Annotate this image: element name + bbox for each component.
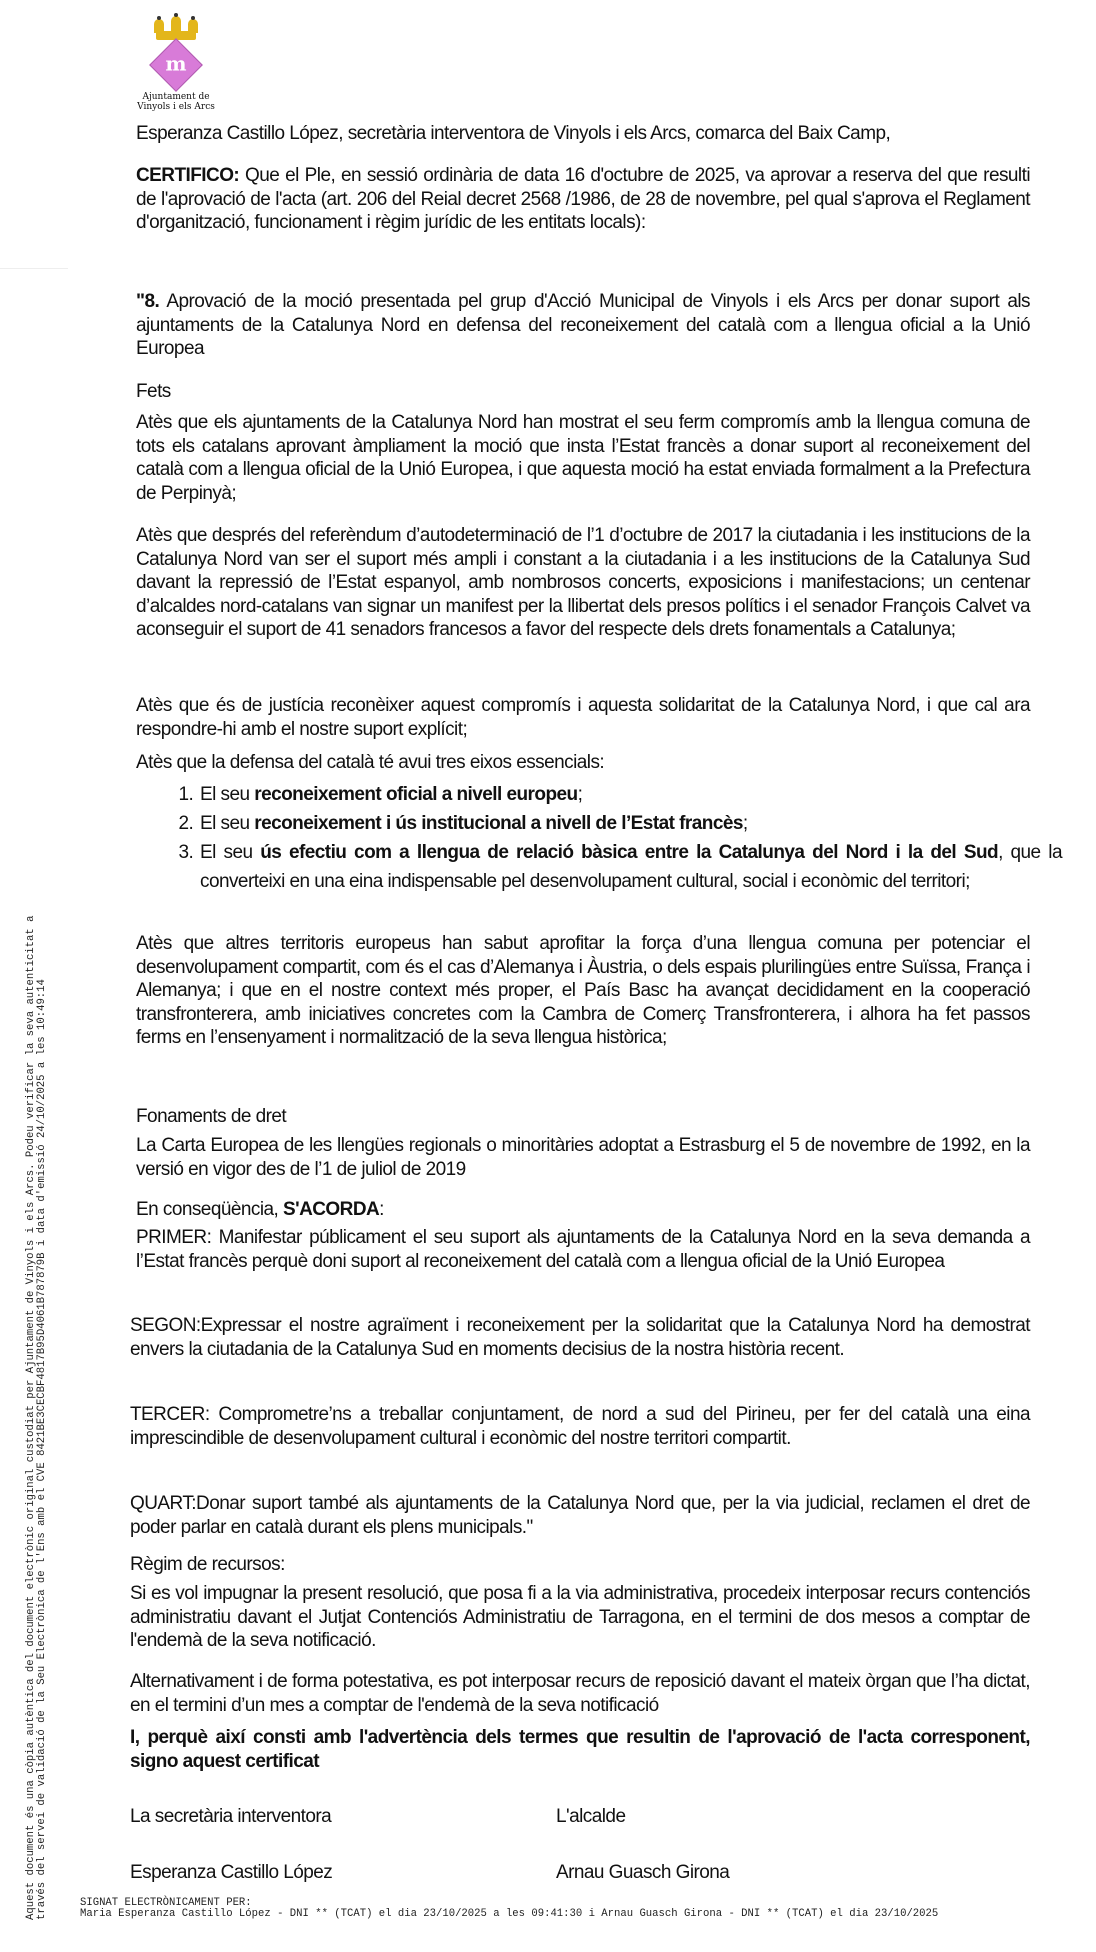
acord-tercer: TERCER: Comprometre’ns a treballar conjuntament, de nord a sud del Pirineu, per fer del català una eina imprescindible de desenvolupament cultural i econòmic del nostre territori compartit. [130, 1404, 1030, 1449]
item-number: "8. [136, 291, 160, 312]
signature-name-right: Arnau Guasch Girona [556, 1862, 730, 1883]
item-title: Aprovació de la moció presentada pel grup d'Acció Municipal de Vinyols i els Arcs per donar suport als ajuntaments de la Catalunya Nord en defensa del reconeixement del català com a llengua oficial a la Unió Europea [136, 291, 1030, 359]
recursos-heading: Règim de recursos: [130, 1554, 285, 1575]
acord-primer: PRIMER: Manifestar públicament el seu suport als ajuntaments de la Catalunya Nord en la seva demanda a l’Estat francès perquè doni suport al reconeixement del català com a llengua oficial de la Unió Europea [136, 1227, 1030, 1272]
fets-paragraph-4: Atès que la defensa del català té avui tres eixos essencials: [136, 752, 605, 773]
list-item: 2. El seu reconeixement i ús institucional a nivell de l’Estat francès; [198, 809, 1062, 838]
certifico-text: Que el Ple, en sessió ordinària de data 16 d'octubre de 2025, va aprovar a reserva del que resulti de l'aprovació de l'acta (art. 206 del Reial decret 2568 /1986, de 28 de novembre, pel qual s'aprova el Reglament d'organització, funcionament i règim jurídic de les entitats locals): [136, 165, 1030, 233]
intro-line [136, 122, 1030, 146]
certifico-paragraph [136, 164, 1030, 235]
crown-icon [152, 18, 200, 40]
acord-segon: SEGON:Expressar el nostre agraïment i reconeixement per la solidaritat que la Catalunya Nord ha demostrat envers la ciutadania de la Catalunya Sud en moments decisius de la nostra història recent. [130, 1315, 1030, 1360]
fets-paragraph-2: Atès que després del referèndum d’autodeterminació de l’1 d’octubre de 2017 la ciutadania i les institucions de la Catalunya Nord van ser el suport més ampli i constant a la ciutadania i a les institucions de la Catalunya Sud davant la repressió de l’Estat espanyol, amb nombrosos concerts, exposicions i manifestacions; un centenar d’alcaldes nord-catalans van signar un manifest per la llibertat dels presos polítics i el senador François Calvet va aconseguir el suport de 41 senadors francesos a favor del respecte dels drets fonamentals a Catalunya; [136, 525, 1030, 640]
list-item: 1. El seu reconeixement oficial a nivell europeu; [198, 780, 1062, 809]
side-note-line-1: Aquest document és una còpia autèntica del document electrònic original custodiat per Ajuntament de Vinyols i els Arcs. Podeu verificar la seva autenticitat a [25, 915, 37, 1920]
intro-text: Esperanza Castillo López, secretària interventora de Vinyols i els Arcs, comarca del Baix Camp, [136, 123, 891, 144]
side-note-line-2: través del servei de validació de la Seu Electrònica de l'Ens amb el CVE 8421BE3CECBF4817B95D4061B787879B i data d'emissió 24/10/2025 a les 10:49:14 [36, 979, 48, 1920]
footer-line-2: Maria Esperanza Castillo López - DNI ** (TCAT) el dia 23/10/2025 a les 09:41:30 i Arnau Guasch Girona - DNI ** (TCAT) el dia 23/10/2025 [80, 1908, 939, 1920]
fets-paragraph-3: Atès que és de justícia reconèixer aquest compromís i aquesta solidaritat de la Catalunya Nord, i que cal ara respondre-hi amb el nostre suport explícit; [136, 695, 1030, 740]
agenda-item [136, 290, 1030, 361]
certifico-label: CERTIFICO: [136, 165, 240, 186]
acorda-label: S'ACORDA [282, 1199, 380, 1220]
fets-paragraph-5: Atès que altres territoris europeus han sabut aprofitar la força d’una llengua comuna per potenciar el desenvolupament compartit, com és el cas d’Alemanya i Àustria, o dels espais plurilingües entre Suïssa, França i Alemanya; i que en el nostre context més proper, el País Basc ha avançat decididament en la cooperació transfronterera, amb iniciatives concretes com la Cambra de Comerç Transfronterera, i alhora ha fet passos ferms en l’ensenyament i normalització de la seva llengua històrica; [136, 933, 1030, 1048]
signature-name-left: Esperanza Castillo López [130, 1862, 333, 1883]
list-item: 3. El seu ús efectiu com a llengua de relació bàsica entre la Catalunya del Nord i la del Sud, que la converteixi en una eina indispensable pel desenvolupament cultural, social i econòmic del territori; [198, 838, 1062, 896]
coat-of-arms-icon: m [149, 38, 203, 92]
recursos-paragraph-2: Alternativament i de forma potestativa, es pot interposar recurs de reposició davant el mateix òrgan que l’ha dictat, en el termini d’un mes a comptar de l'endemà de la seva notificació [130, 1671, 1030, 1716]
acord-quart: QUART:Donar suport també als ajuntaments de la Catalunya Nord que, per la via judicial, reclamen el dret de poder parlar en català durant els plens municipals." [130, 1493, 1030, 1538]
fets-paragraph-1: Atès que els ajuntaments de la Catalunya Nord han mostrat el seu ferm compromís amb la llengua comuna de tots els catalans aprovant àmpliament la moció que insta l’Estat francès a donar suport al reconeixement del català com a llengua oficial de la Unió Europea, i que aquesta moció ha estat enviada formalment a la Prefectura de Perpinyà; [136, 412, 1030, 504]
eixos-list [166, 780, 1062, 896]
closing-statement: I, perquè així consti amb l'advertència dels termes que resultin de l'aprovació de l'acta corresponent, signo aquest certificat [130, 1727, 1030, 1772]
logo-line-1: Ajuntament de [142, 92, 210, 102]
signature-role-right: L'alcalde [556, 1806, 626, 1827]
logo-line-2: Vinyols i els Arcs [137, 102, 215, 112]
footer-line-1: SIGNAT ELECTRÒNICAMENT PER: [80, 1897, 252, 1909]
municipal-logo [134, 18, 218, 112]
fets-heading: Fets [136, 381, 171, 402]
validation-side-note [26, 916, 48, 1920]
electronic-signature-footer [80, 1898, 938, 1920]
fonaments-text: La Carta Europea de les llengües regionals o minoritàries adoptat a Estrasburg el 5 de novembre de 1992, en la versió en vigor des de l’1 de juliol de 2019 [136, 1135, 1030, 1180]
margin-rule [0, 268, 68, 269]
recursos-paragraph-1: Si es vol impugnar la present resolució, que posa fi a la via administrativa, procedeix interposar recurs contenciós administratiu davant el Jutjat Contenciós Administratiu de Tarragona, en el termini de dos mesos a comptar de l'endemà de la seva notificació. [130, 1583, 1030, 1651]
signature-role-left: La secretària interventora [130, 1806, 332, 1827]
acorda-line: En conseqüència, S'ACORDA: [136, 1199, 384, 1220]
fonaments-heading: Fonaments de dret [136, 1106, 287, 1127]
